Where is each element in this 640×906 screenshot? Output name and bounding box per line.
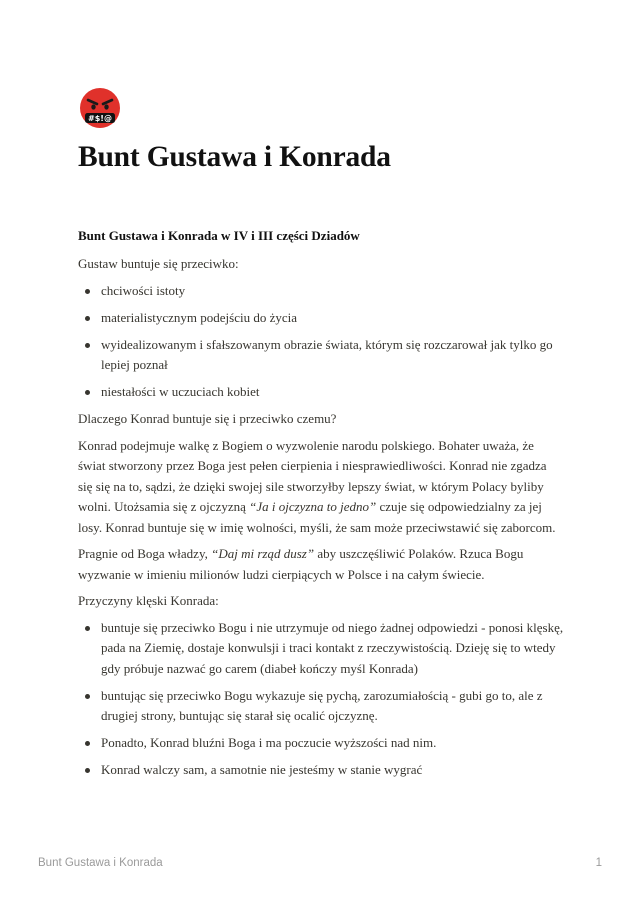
paragraph-text: Konrad podejmuje walkę z Bogiem o wyzwolenie narodu polskiego. Bohater uważa, że świat stworzony przez Boga jest pełen cierpienia i niesprawiedliwości. Konrad nie zgadza się się na to, sądzi, że dzięki swojej sile stworzyłby lepszy świat, w którym Polacy byliby wolni. Utożsamia się z ojczyzną: [78, 437, 547, 514]
page-number: 1: [595, 857, 602, 869]
list-item: buntuje się przeciwko Bogu i nie utrzymuje od niego żadnej odpowiedzi - ponosi klęskę, pada na Ziemię, dostaje konwulsji i traci kontakt z rzeczywistością. Dzieję się to wtedy gdy próbuje nazwać go carem (diabeł kończy myśl Konrada): [78, 618, 564, 680]
list-item: buntując się przeciwko Bogu wykazuje się pychą, zarozumiałością - gubi go to, ale z drugiej strony, buntując się starał się ocalić ojczyznę.: [78, 686, 564, 727]
paragraph-text: aby uszczęśliwić Polaków. Rzuca Bogu wyzwanie w imieniu milionów ludzi cierpiących w Polsce i na całym świecie.: [78, 546, 524, 582]
konrad-paragraph-2: [78, 544, 564, 585]
page-title: Bunt Gustawa i Konrada: [78, 141, 391, 173]
quote: “Daj mi rząd dusz”: [211, 546, 315, 561]
gustaw-intro: Gustaw buntuje się przeciwko:: [78, 256, 239, 271]
list-item: wyidealizowanym i sfałszowanym obrazie świata, którym się rozczarował jak tylko go lepiej poznał: [78, 335, 564, 376]
list-item: Konrad walczy sam, a samotnie nie jesteśmy w stanie wygrać: [78, 760, 564, 781]
question-paragraph: Dlaczego Konrad buntuje się i przeciwko czemu?: [78, 411, 337, 426]
list-item: niestałości w uczuciach kobiet: [78, 382, 564, 403]
causes-list: [78, 618, 564, 781]
footer-title: Bunt Gustawa i Konrada: [38, 857, 163, 869]
svg-text:#$!@: #$!@: [88, 114, 112, 123]
causes-intro: Przyczyny klęski Konrada:: [78, 593, 219, 608]
paragraph-text: Pragnie od Boga władzy,: [78, 546, 212, 561]
paragraph-text: czuje się odpowiedzialny za jej losy. Konrad buntuje się w imię wolności, myśli, że sam może przeciwstawić się zaborcom.: [78, 499, 556, 535]
konrad-paragraph-1: [78, 436, 564, 539]
quote: “Ja i ojczyzna to jedno”: [249, 499, 377, 514]
list-item: Ponadto, Konrad bluźni Boga i ma poczucie wyższości nad nim.: [78, 733, 564, 754]
document-body: [78, 226, 564, 787]
face-with-symbols-on-mouth-icon: [78, 86, 122, 130]
section-heading: Bunt Gustawa i Konrada w IV i III części Dziadów: [78, 228, 360, 243]
gustaw-list: [78, 281, 564, 403]
list-item: materialistycznym podejściu do życia: [78, 308, 564, 329]
list-item: chciwości istoty: [78, 281, 564, 302]
